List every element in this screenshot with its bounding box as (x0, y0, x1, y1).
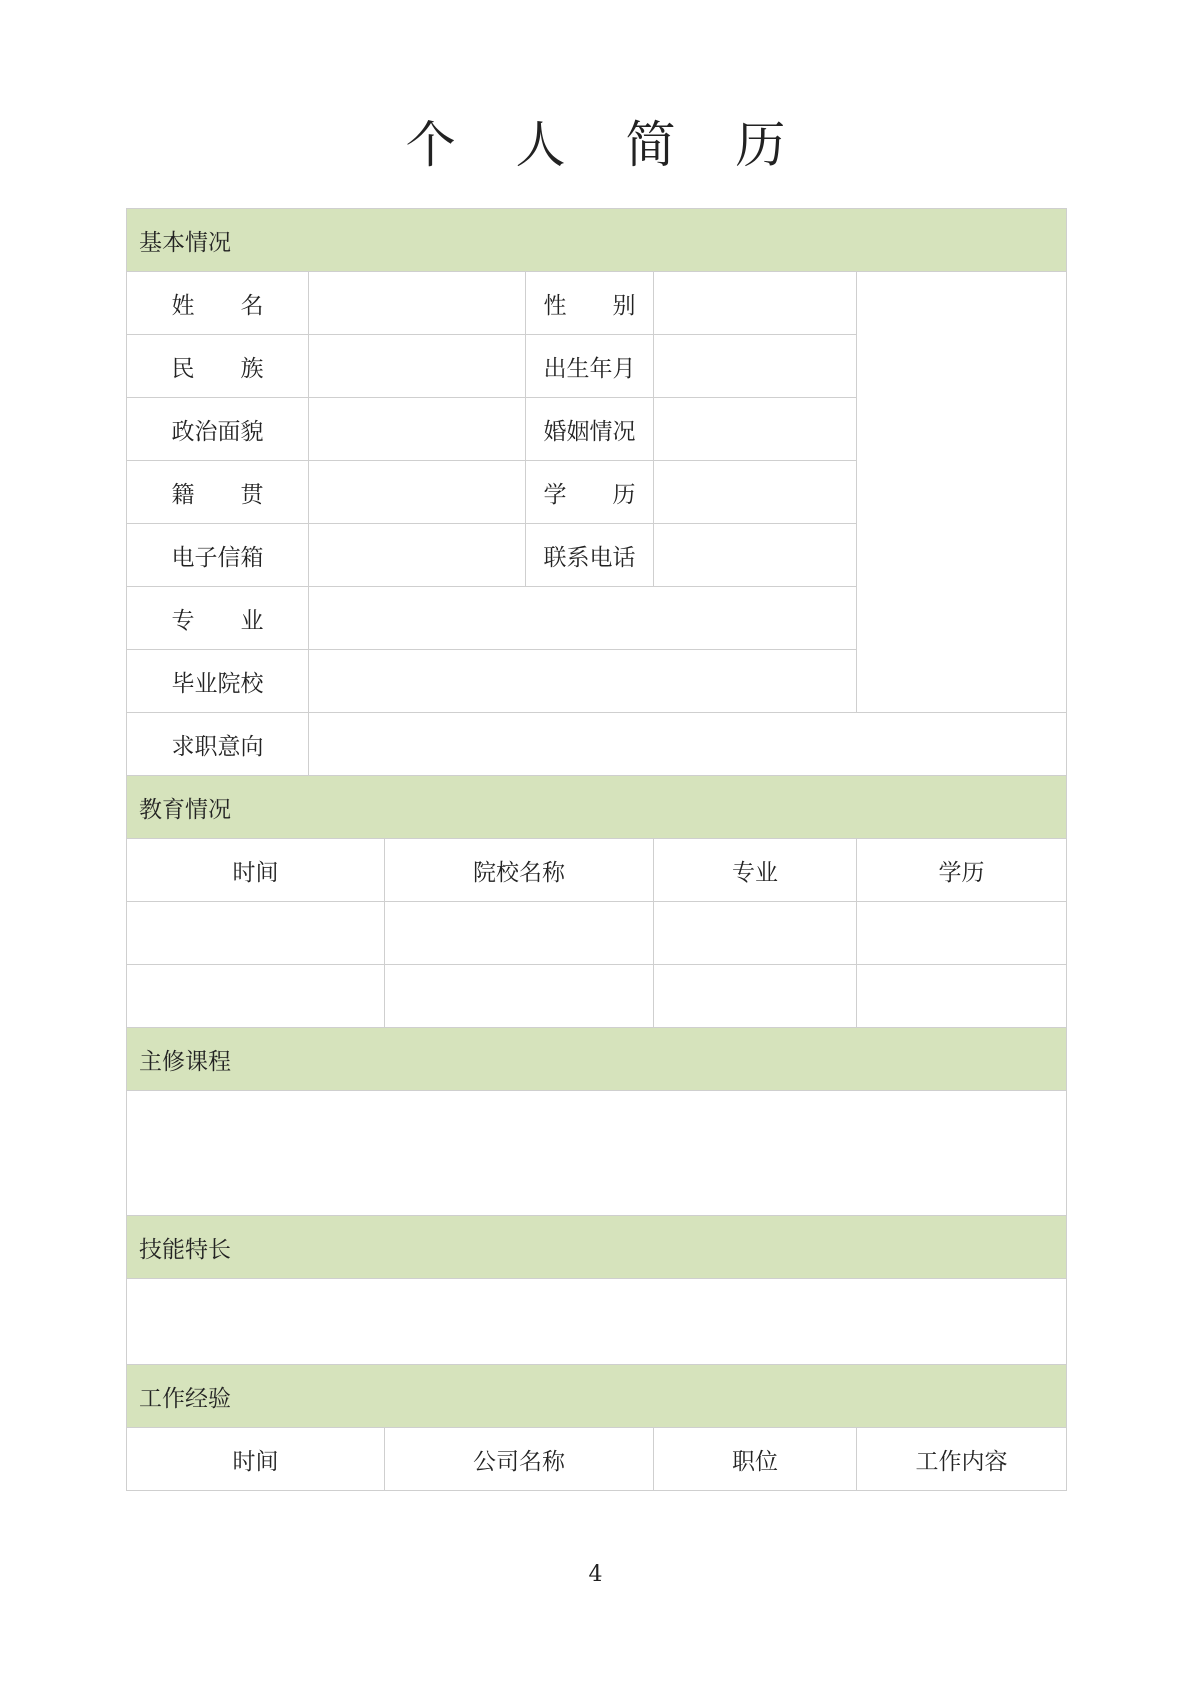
birth-field[interactable] (654, 335, 857, 398)
section-basic-row (127, 209, 1067, 272)
photo-box[interactable] (857, 272, 1067, 713)
basic-row-8 (127, 713, 1067, 776)
education-header-major: 专业 (654, 839, 857, 902)
education-major-cell[interactable] (654, 965, 857, 1028)
phone-field[interactable] (654, 524, 857, 587)
work-header-content: 工作内容 (857, 1428, 1067, 1491)
gender-field[interactable] (654, 272, 857, 335)
education-school-cell[interactable] (385, 965, 654, 1028)
resume-table (126, 208, 1067, 1491)
education-row (127, 965, 1067, 1028)
education-degree-cell[interactable] (857, 965, 1067, 1028)
section-education-header: 教育情况 (127, 776, 1067, 839)
label-education-level: 学 历 (526, 461, 654, 524)
school-field[interactable] (309, 650, 857, 713)
section-work-header: 工作经验 (127, 1365, 1067, 1428)
education-header-degree: 学历 (857, 839, 1067, 902)
courses-content[interactable] (127, 1091, 1067, 1216)
section-courses-header: 主修课程 (127, 1028, 1067, 1091)
section-work-row (127, 1365, 1067, 1428)
work-header-position: 职位 (654, 1428, 857, 1491)
education-major-cell[interactable] (654, 902, 857, 965)
courses-row (127, 1091, 1067, 1216)
page-title: 个 人 简 历 (405, 116, 808, 174)
basic-row-1 (127, 272, 1067, 335)
marital-field[interactable] (654, 398, 857, 461)
label-job-intent: 求职意向 (127, 713, 309, 776)
page-number: 4 (588, 1562, 603, 1587)
work-header-row (127, 1428, 1067, 1491)
label-gender: 性 别 (526, 272, 654, 335)
education-degree-cell[interactable] (857, 902, 1067, 965)
label-political: 政治面貌 (127, 398, 309, 461)
education-header-row (127, 839, 1067, 902)
label-ethnicity: 民 族 (127, 335, 309, 398)
section-basic-header: 基本情况 (127, 209, 1067, 272)
label-major: 专 业 (127, 587, 309, 650)
political-field[interactable] (309, 398, 526, 461)
education-time-cell[interactable] (127, 965, 385, 1028)
ethnicity-field[interactable] (309, 335, 526, 398)
label-name: 姓 名 (127, 272, 309, 335)
label-birth: 出生年月 (526, 335, 654, 398)
skills-content[interactable] (127, 1279, 1067, 1365)
section-skills-header: 技能特长 (127, 1216, 1067, 1279)
label-email: 电子信箱 (127, 524, 309, 587)
education-header-school: 院校名称 (385, 839, 654, 902)
skills-row (127, 1279, 1067, 1365)
label-marital: 婚姻情况 (526, 398, 654, 461)
work-header-company: 公司名称 (385, 1428, 654, 1491)
label-phone: 联系电话 (526, 524, 654, 587)
education-level-field[interactable] (654, 461, 857, 524)
work-header-time: 时间 (127, 1428, 385, 1491)
native-place-field[interactable] (309, 461, 526, 524)
education-row (127, 902, 1067, 965)
education-time-cell[interactable] (127, 902, 385, 965)
job-intent-field[interactable] (309, 713, 1067, 776)
major-field[interactable] (309, 587, 857, 650)
section-courses-row (127, 1028, 1067, 1091)
section-education-row (127, 776, 1067, 839)
name-field[interactable] (309, 272, 526, 335)
label-native-place: 籍 贯 (127, 461, 309, 524)
email-field[interactable] (309, 524, 526, 587)
label-school: 毕业院校 (127, 650, 309, 713)
education-school-cell[interactable] (385, 902, 654, 965)
education-header-time: 时间 (127, 839, 385, 902)
section-skills-row (127, 1216, 1067, 1279)
